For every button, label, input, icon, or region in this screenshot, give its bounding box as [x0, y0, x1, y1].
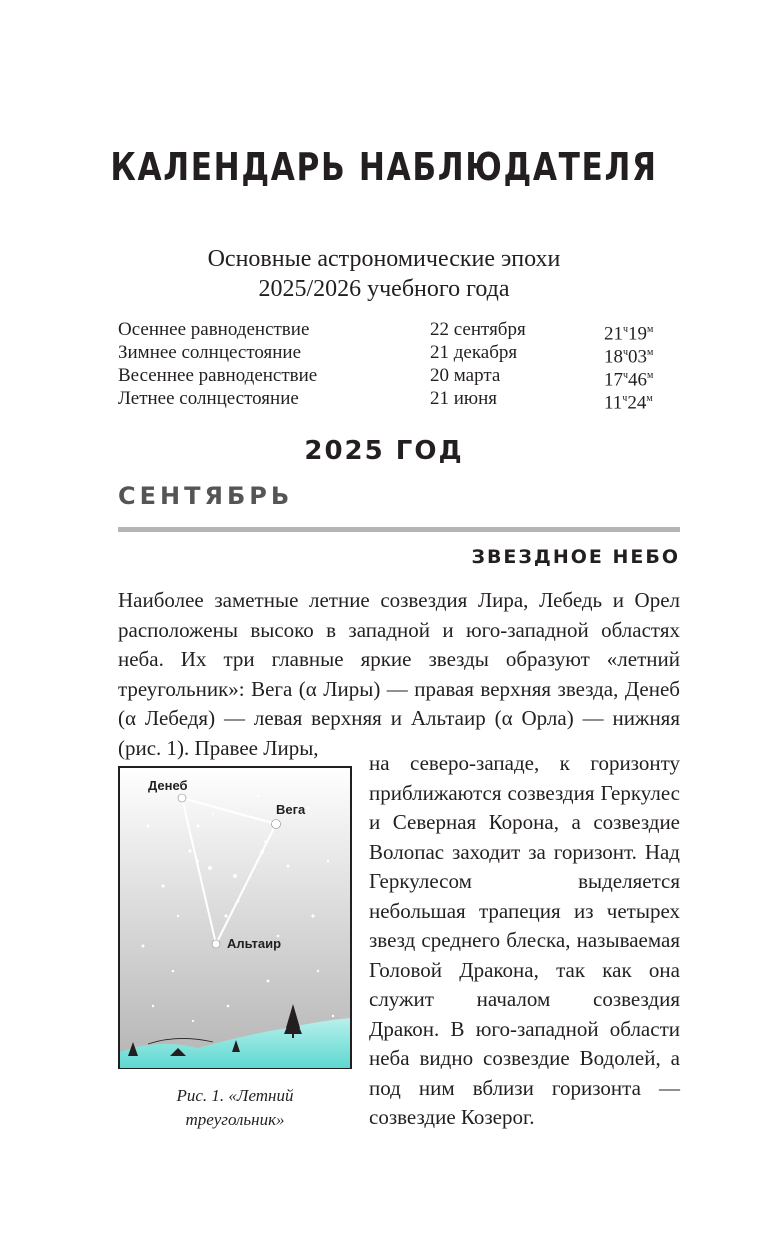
- epoch-hours: 18: [604, 346, 623, 368]
- epoch-date: 22 сентября: [430, 319, 526, 340]
- star-map: [118, 766, 352, 1069]
- vega-label: Вега: [276, 802, 306, 817]
- epoch-minutes-unit: м: [647, 347, 654, 358]
- epoch-row: [118, 318, 678, 345]
- epoch-hours-unit: ч: [622, 393, 628, 404]
- epoch-minutes: 46: [628, 369, 648, 391]
- epoch-name: Весеннее равноденствие: [118, 365, 318, 386]
- body-paragraph-side: на северо-западе, к горизонту приближаются созвездия Геркулес и Северная Корона, а созвездие Волопас заходит за горизонт. Над Геркулесом выделяется небольшая трапеция из четырех звезд среднего блеска, называемая Головой Дракона, так как она служит началом созвездия Дракон. В юго-западной области неба видно созвездие Водолей, а под ним вблизи горизонта — созвездие Козерог.: [369, 751, 680, 1129]
- epoch-row: [118, 364, 678, 391]
- epoch-date: 21 декабря: [430, 342, 518, 363]
- epoch-minutes: 24: [627, 392, 647, 414]
- epoch-minutes-unit: м: [646, 393, 653, 404]
- epoch-minutes: 19: [628, 323, 648, 345]
- deneb-label: Денеб: [148, 778, 188, 793]
- summer-triangle-figure: [118, 766, 352, 1069]
- epoch-hours-unit: ч: [623, 347, 629, 358]
- epoch-minutes: 03: [628, 346, 648, 368]
- figure-caption-line1: Рис. 1. «Летний: [176, 1086, 294, 1105]
- figure-caption: [118, 1084, 352, 1132]
- epoch-hours: 17: [604, 369, 623, 391]
- epoch-row: [118, 341, 678, 368]
- epoch-hours-unit: ч: [623, 370, 629, 381]
- epoch-row: [118, 387, 678, 414]
- epoch-date: 20 марта: [430, 365, 501, 386]
- epochs-title: [0, 244, 768, 304]
- section-heading: ЗВЕЗДНОЕ НЕБО: [471, 546, 680, 568]
- epoch-time: [604, 387, 653, 414]
- vega-star: [272, 820, 281, 829]
- figure-caption-line2: треугольник»: [185, 1110, 285, 1129]
- epochs-title-line1: Основные астрономические эпохи: [207, 246, 561, 272]
- section-divider: [118, 527, 680, 532]
- epoch-hours: 11: [604, 392, 623, 414]
- year-heading: 2025 ГОД: [304, 436, 464, 466]
- epoch-minutes-unit: м: [647, 370, 654, 381]
- page-title: КАЛЕНДАРЬ НАБЛЮДАТЕЛЯ: [110, 145, 658, 189]
- epochs-table: [118, 318, 678, 414]
- epoch-name: Зимнее солнцестояние: [118, 342, 302, 363]
- epoch-name: Летнее солнцестояние: [118, 388, 299, 409]
- epoch-hours-unit: ч: [623, 324, 629, 335]
- epoch-minutes-unit: м: [647, 324, 654, 335]
- month-heading: СЕНТЯБРЬ: [118, 482, 294, 510]
- epoch-hours: 21: [604, 323, 623, 345]
- epochs-title-line2: 2025/2026 учебного года: [258, 276, 510, 302]
- deneb-star: [178, 794, 186, 802]
- epoch-name: Осеннее равноденствие: [118, 319, 310, 340]
- epoch-date: 21 июня: [430, 388, 498, 409]
- altair-label: Альтаир: [227, 936, 282, 951]
- body-paragraph-full: Наиболее заметные летние созвездия Лира, Лебедь и Орел расположены высоко в западной и юго-западной областях неба. Их три главные яркие звезды образуют «летний треугольник»: Вега (α Лиры) — правая верхняя звезда, Денеб (α Лебедя) — левая верхняя и Альтаир (α Орла) — нижняя (рис. 1). Правее Лиры,: [118, 588, 680, 760]
- altair-star: [212, 940, 220, 948]
